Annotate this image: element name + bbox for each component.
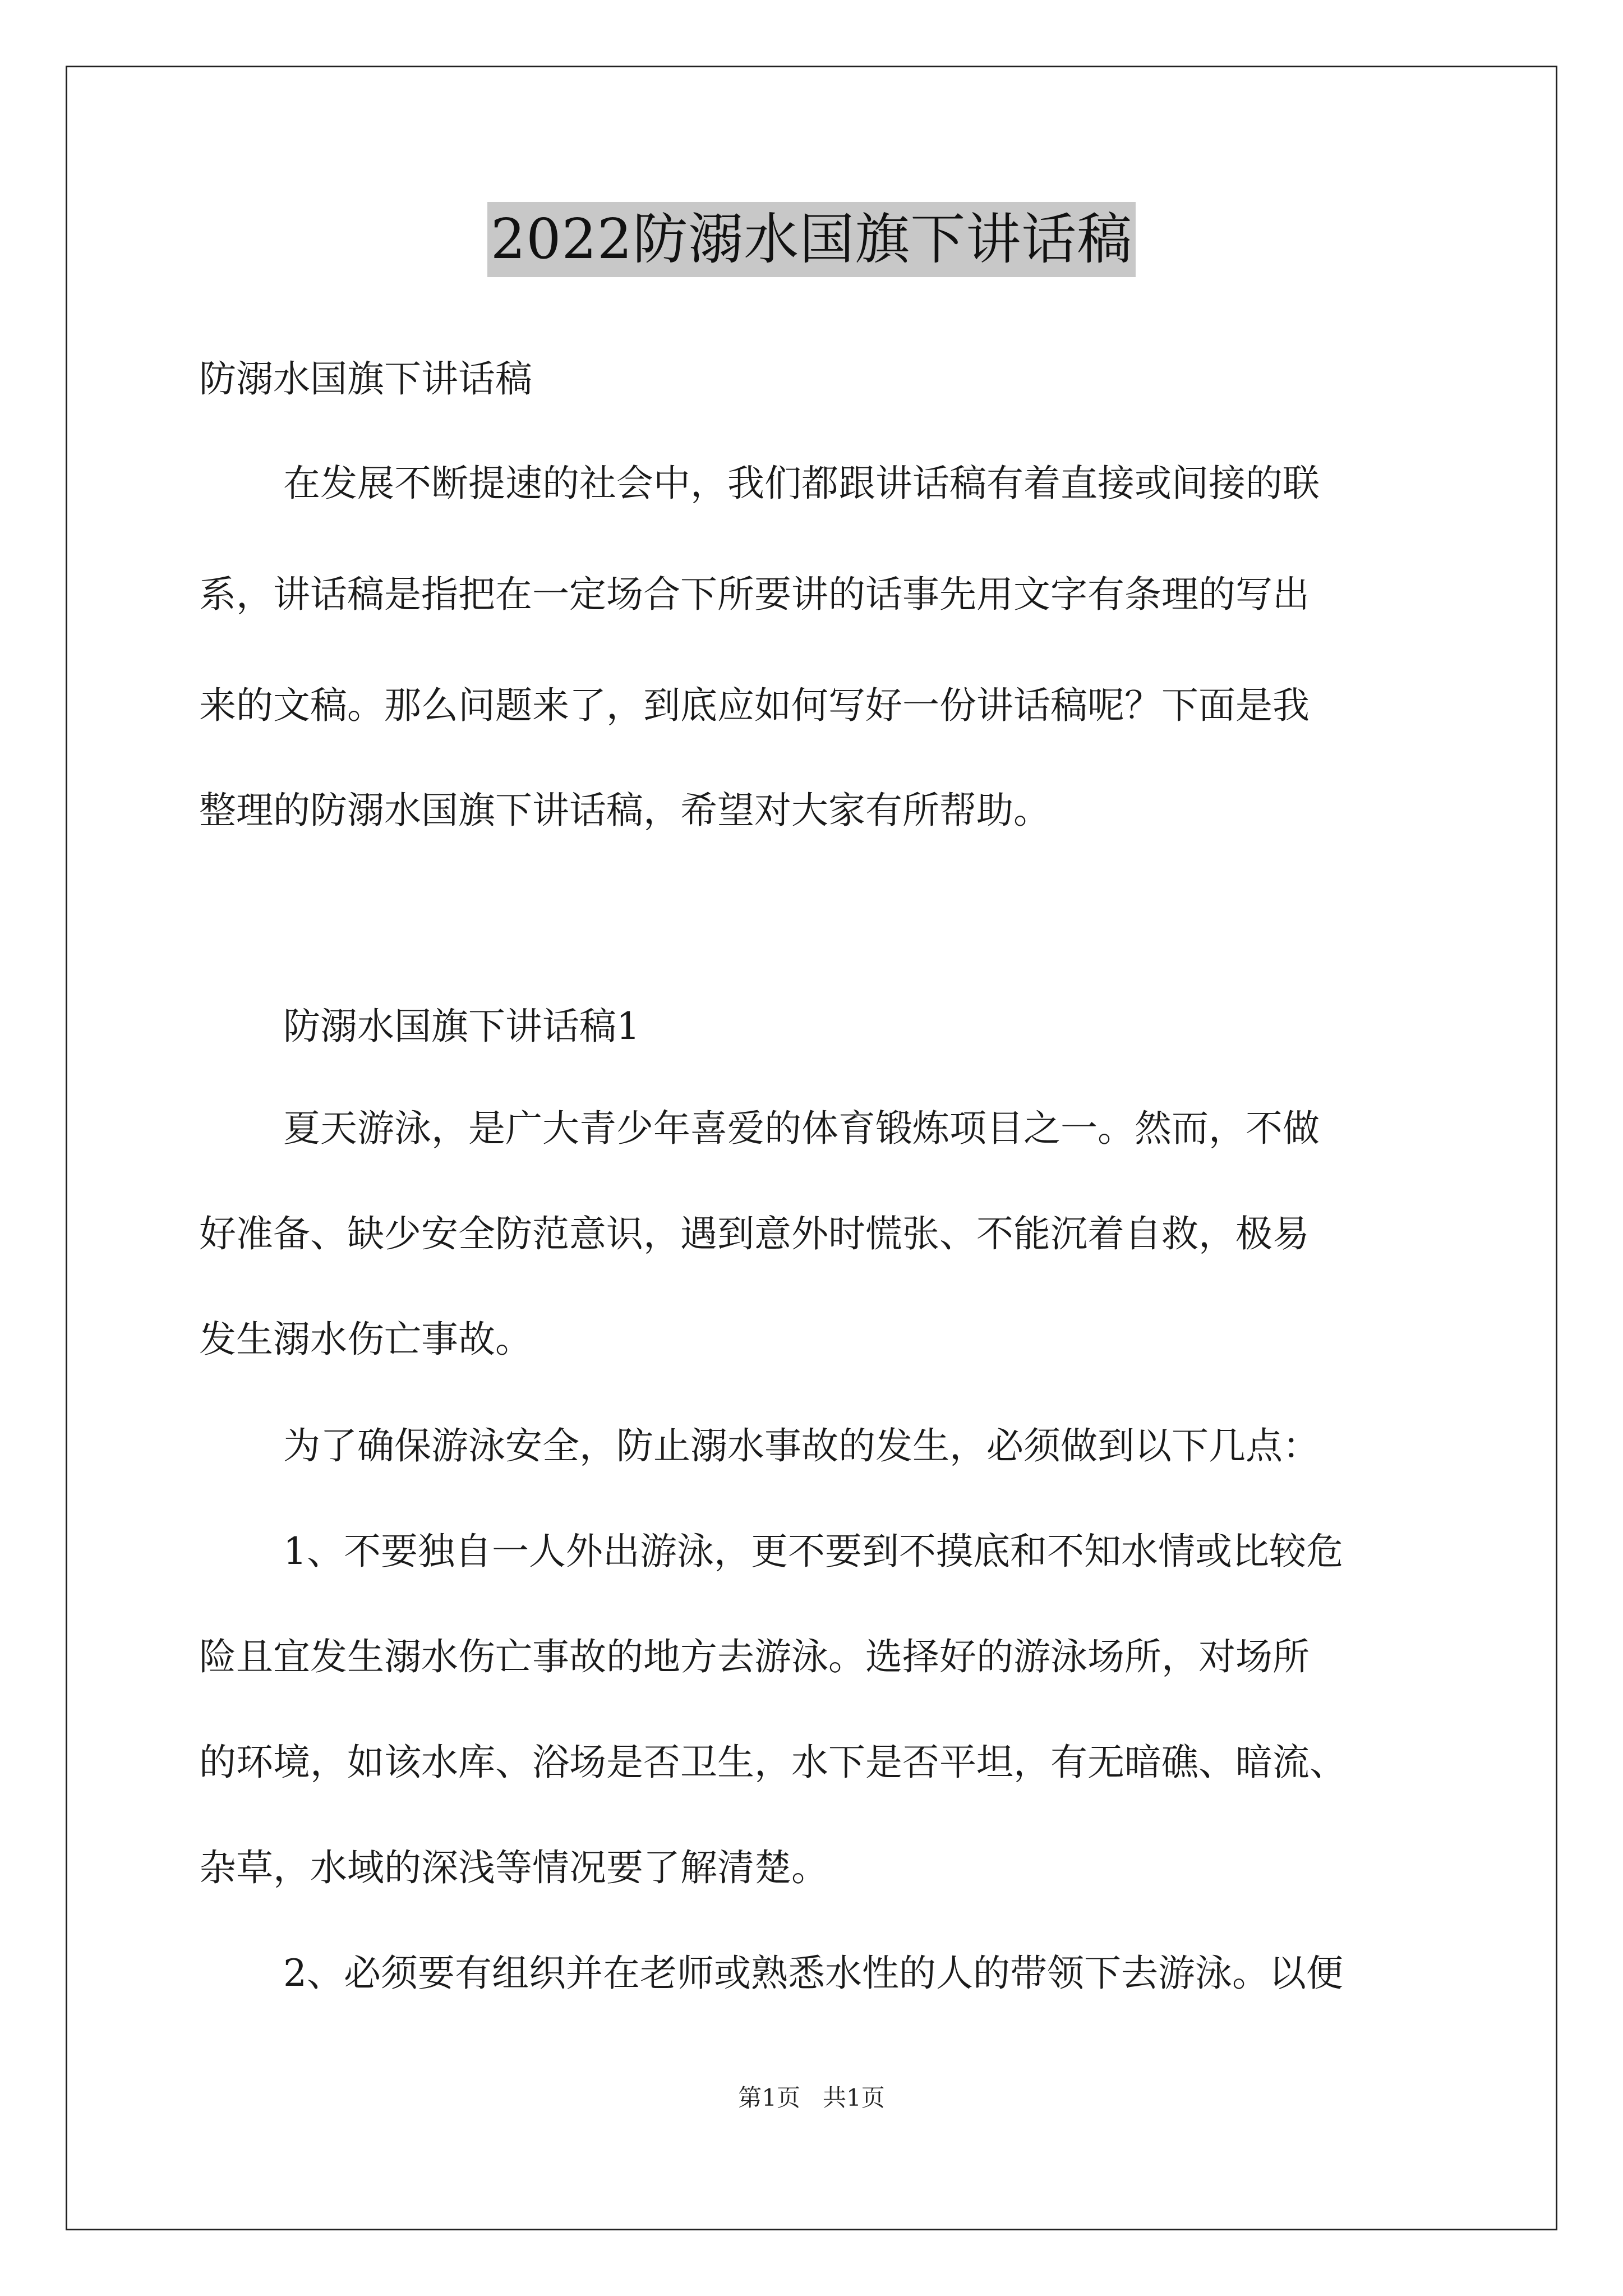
para1-line-3: 发生溺水伤亡事故。 — [199, 1318, 532, 1361]
intro-line-2: 系，讲话稿是指把在一定场合下所要讲的话事先用文字有条理的写出 — [199, 573, 1310, 616]
document-title: 2022防溺水国旗下讲话稿 — [487, 202, 1136, 277]
point1-line-3: 的环境，如该水库、浴场是否卫生，水下是否平坦，有无暗礁、暗流、 — [199, 1741, 1347, 1784]
intro-line-4: 整理的防溺水国旗下讲话稿，希望对大家有所帮助。 — [199, 789, 1050, 832]
para2-line-1: 为了确保游泳安全，防止溺水事故的发生，必须做到以下几点： — [283, 1424, 1320, 1467]
intro-line-1: 在发展不断提速的社会中，我们都跟讲话稿有着直接或间接的联 — [283, 462, 1320, 505]
subtitle: 防溺水国旗下讲话稿 — [199, 357, 532, 401]
section-heading: 防溺水国旗下讲话稿1 — [283, 1005, 640, 1048]
para1-line-2: 好准备、缺少安全防范意识，遇到意外时慌张、不能沉着自救，极易 — [199, 1212, 1310, 1255]
page-footer: 第1页 共1页 — [738, 2084, 885, 2111]
point2-line-1: 2、必须要有组织并在老师或熟悉水性的人的带领下去游泳。以便 — [283, 1952, 1343, 1995]
para1-line-1: 夏天游泳，是广大青少年喜爱的体育锻炼项目之一。然而，不做 — [283, 1107, 1320, 1150]
point1-line-2: 险且宜发生溺水伤亡事故的地方去游泳。选择好的游泳场所，对场所 — [199, 1635, 1310, 1678]
point1-line-4: 杂草，水域的深浅等情况要了解清楚。 — [199, 1846, 828, 1889]
intro-line-3: 来的文稿。那么问题来了，到底应如何写好一份讲话稿呢？下面是我 — [199, 684, 1310, 727]
title-container — [0, 202, 1623, 277]
point1-line-1: 1、不要独自一人外出游泳，更不要到不摸底和不知水情或比较危 — [283, 1530, 1343, 1573]
